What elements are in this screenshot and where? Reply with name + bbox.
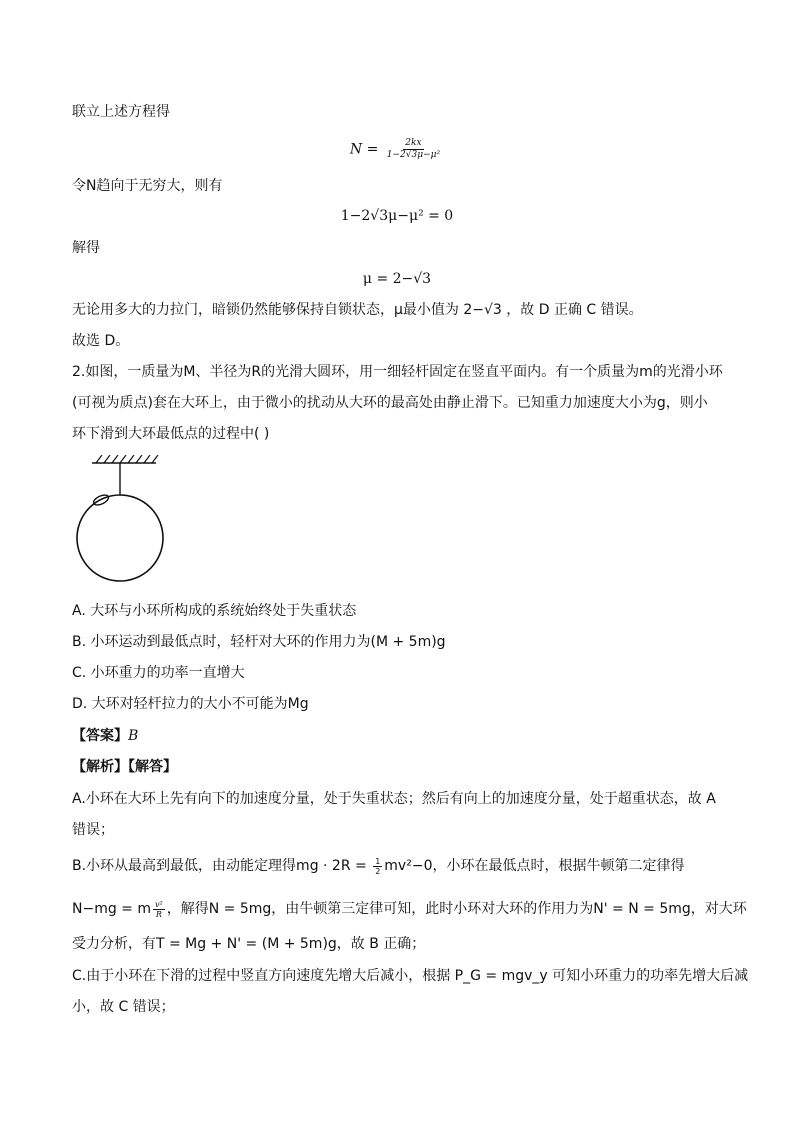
answer-value: B: [128, 728, 139, 744]
fraction-numerator: v²: [155, 899, 163, 909]
analysis-a: A.小环在大环上先有向下的加速度分量，处于失重状态；然后有向上的加速度分量，处于超重状态，故 A: [72, 791, 716, 807]
analysis-c-cont: 小，故 C 错误；: [72, 999, 175, 1015]
equation-mu: μ = 2−√3: [362, 271, 432, 287]
answer-line: [72, 726, 138, 746]
question-stem: 2.如图，一质量为M、半径为R的光滑大圆环，用一细轻杆固定在竖直平面内。有一个质量为m的光滑小环: [72, 364, 723, 380]
ring-figure: [72, 455, 172, 585]
equation-fraction: [385, 138, 442, 161]
text-line: 解得: [72, 240, 100, 256]
text-line: 联立上述方程得: [72, 104, 170, 120]
equation-lhs: N =: [349, 141, 379, 158]
analysis-b-part: ，解得N = 5mg，由牛顿第三定律可知，此时小环对大环的作用力为N' = N = 5mg，对大环: [166, 901, 747, 917]
equation-n: [0, 138, 794, 161]
analysis-a-cont: 错误；: [72, 822, 114, 838]
analysis-b-part: mv²−0，小环在最低点时，根据牛顿第二定律得: [384, 858, 685, 874]
question-stem: 环下滑到大环最低点的过程中( ): [72, 426, 270, 442]
text-line: 令N趋向于无穷大，则有: [72, 178, 223, 194]
half-fraction: [373, 857, 382, 876]
analysis-b-part: N−mg = m: [72, 901, 151, 917]
analysis-b: [72, 856, 684, 876]
large-ring: [77, 495, 163, 581]
ceiling-hatch: [96, 455, 158, 463]
analysis-c: C.由于小环在下滑的过程中竖直方向速度先增大后减小，根据 P_G = mgv_y 可知小环重力的功率先增大后减: [72, 968, 749, 984]
fraction-denominator: R: [155, 909, 162, 919]
fraction-denominator: 1−2√3μ−μ²: [386, 150, 441, 160]
question-stem: (可视为质点)套在大环上，由于微小的扰动从大环的最高处由静止滑下。已知重力加速度大小为g，则小: [72, 395, 708, 411]
text-line: 无论用多大的力拉门，暗锁仍然能够保持自锁状态，μ最小值为 2−√3 ，故 D 正确 C 错误。: [72, 302, 643, 318]
option-b: B. 小环运动到最低点时，轻杆对大环的作用力为(M + 5m)g: [72, 634, 446, 650]
analysis-label: 【解析】【解答】: [72, 759, 177, 775]
option-a: A. 大环与小环所构成的系统始终处于失重状态: [72, 603, 357, 619]
analysis-b-cont: [72, 899, 747, 919]
analysis-b-cont: 受力分析，有T = Mg + N' = (M + 5m)g，故 B 正确；: [72, 936, 426, 952]
equation-limit: 1−2√3μ−μ² = 0: [340, 208, 454, 224]
text-line: 故选 D。: [72, 333, 130, 349]
option-c: C. 小环重力的功率一直增大: [72, 665, 245, 681]
fraction-numerator: 2kx: [405, 138, 422, 148]
fraction-numerator: 1: [375, 856, 381, 866]
answer-label: 【答案】: [72, 728, 128, 744]
velocity-fraction: [153, 900, 165, 919]
fraction-denominator: 2: [375, 866, 381, 876]
option-d: D. 大环对轻杆拉力的大小不可能为Mg: [72, 696, 309, 712]
analysis-b-part: B.小环从最高到最低，由动能定理得mg · 2R =: [72, 858, 367, 874]
